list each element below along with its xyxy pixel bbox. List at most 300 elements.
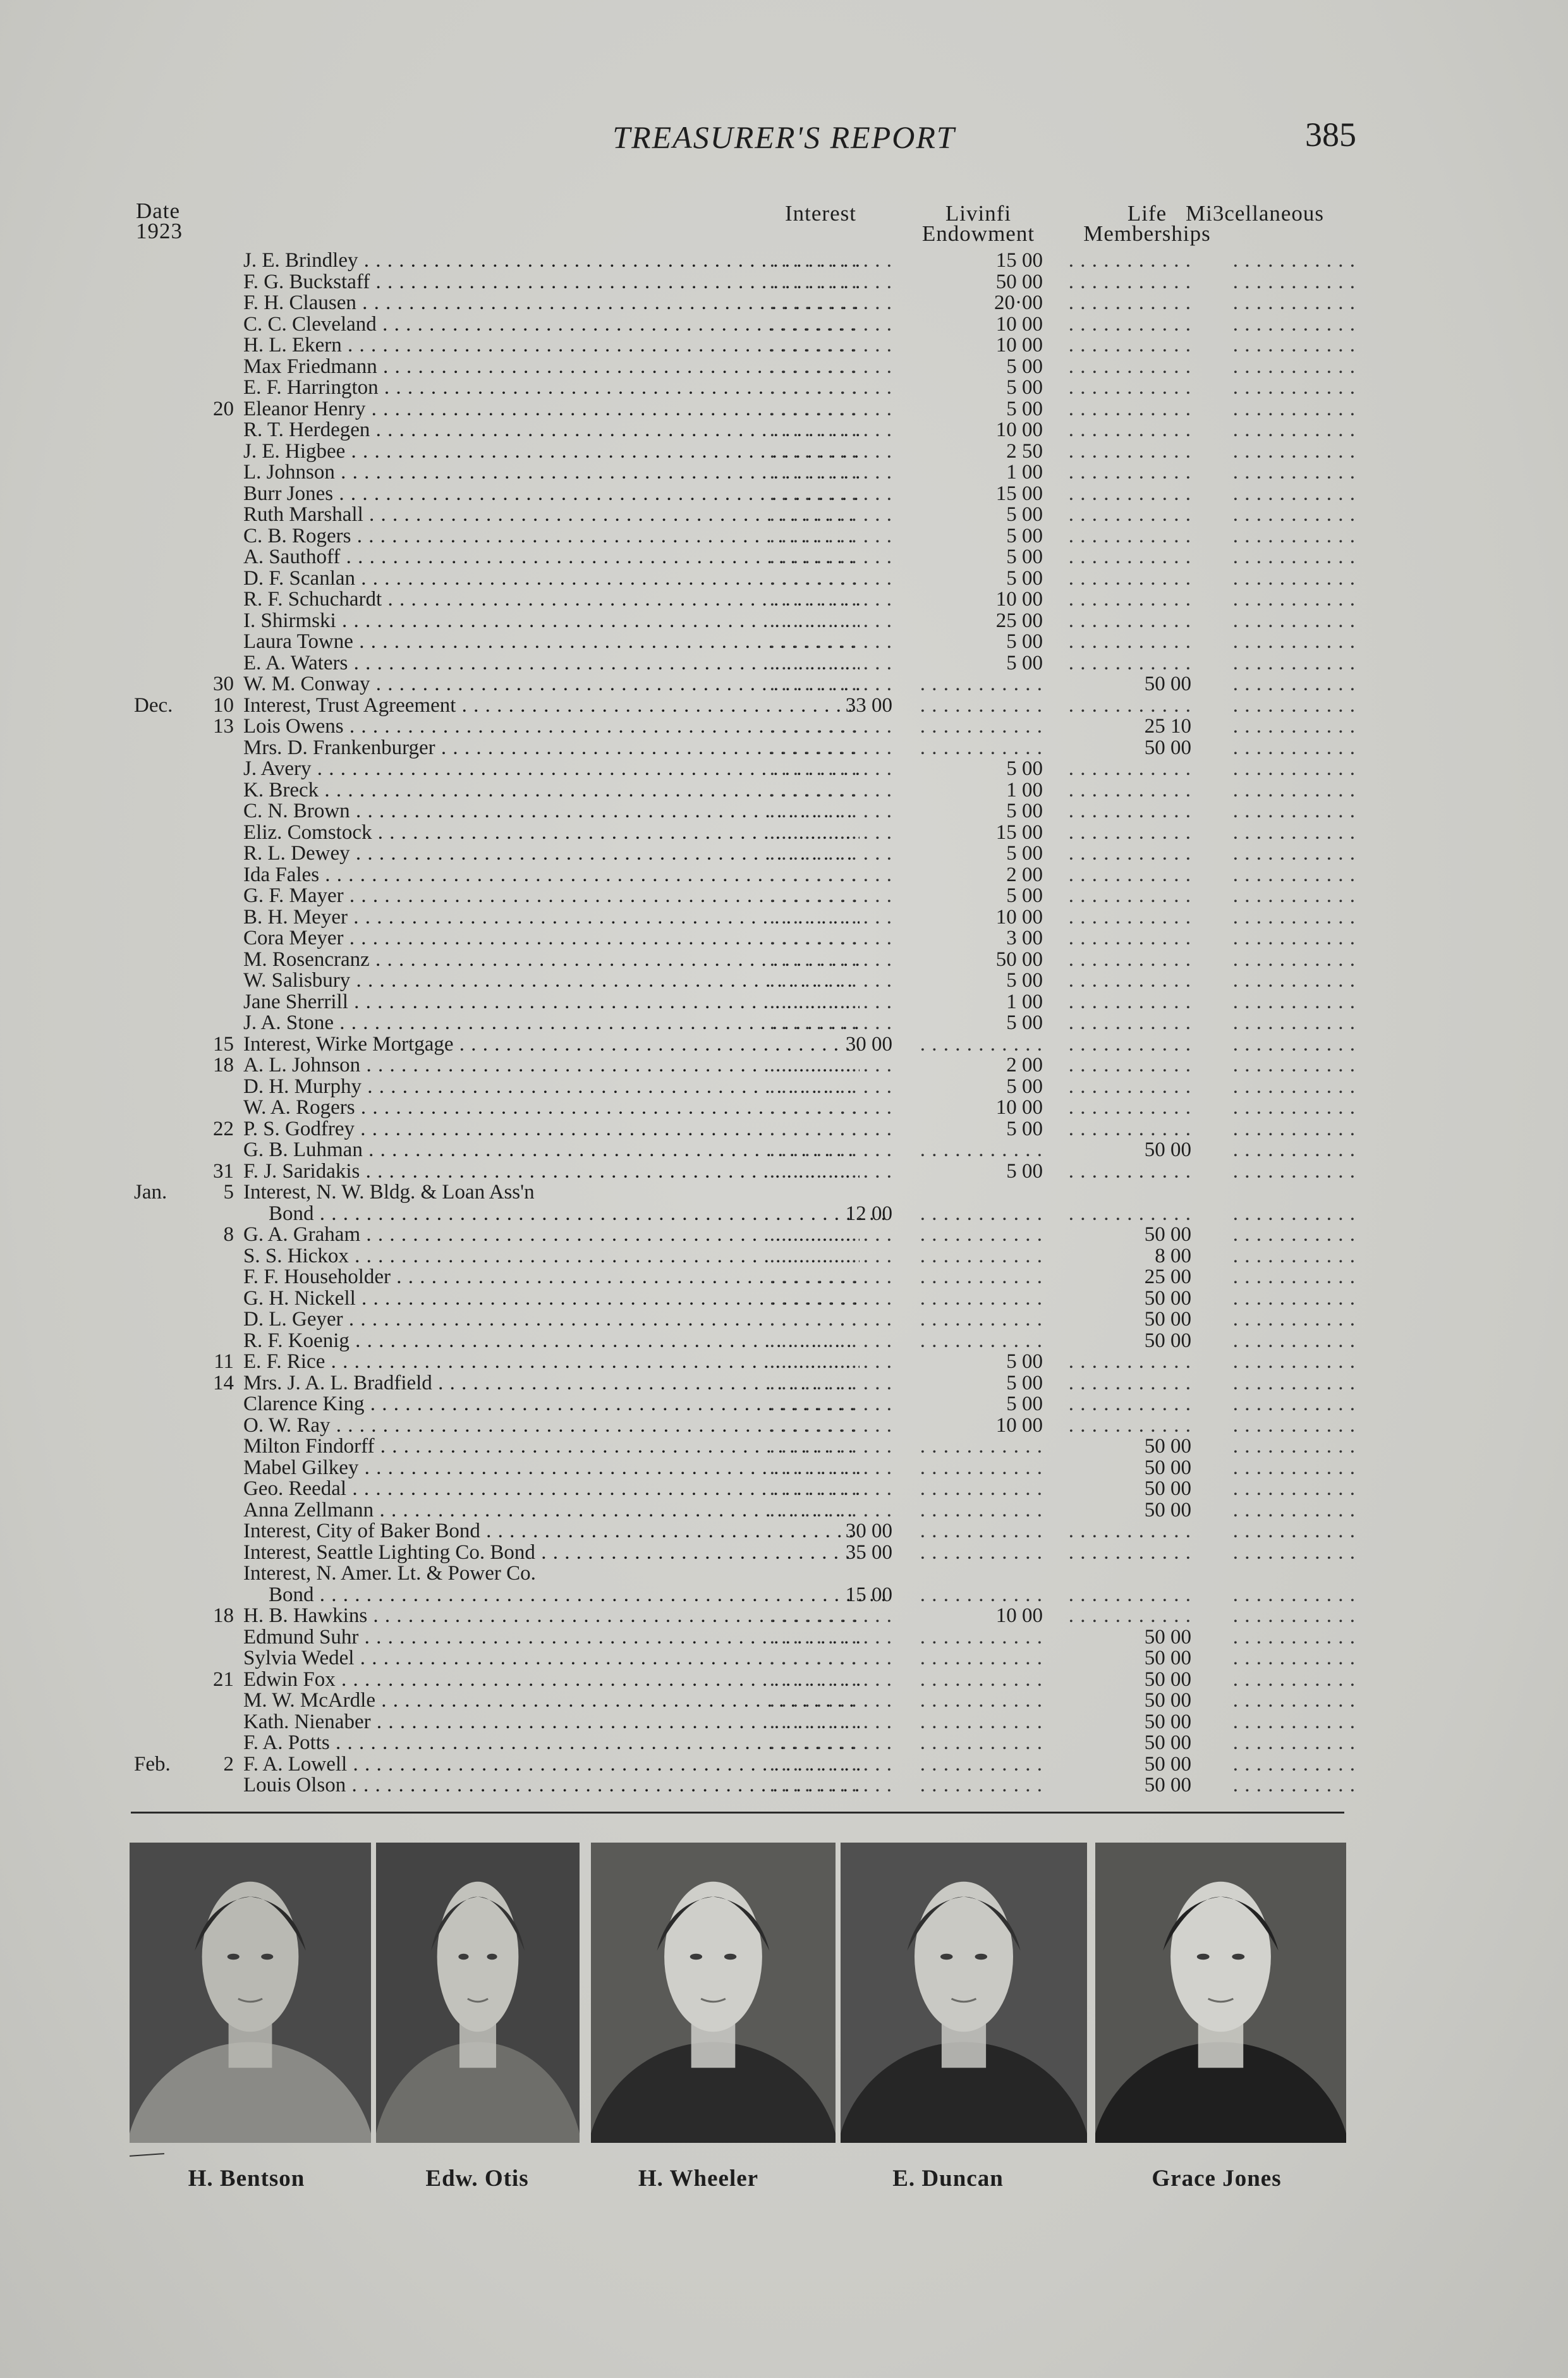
amount: 2 50 xyxy=(1006,441,1043,462)
entry-day: 5 xyxy=(223,1181,234,1204)
living-endowment-cell xyxy=(916,1415,1043,1437)
life-membership-cell xyxy=(1065,272,1191,293)
interest-cell xyxy=(766,568,892,590)
amount: 1 00 xyxy=(1006,779,1043,801)
amount: 5 00 xyxy=(1006,1161,1043,1182)
living-endowment-cell xyxy=(916,441,1043,463)
life-membership-cell xyxy=(1065,1775,1191,1796)
interest-cell xyxy=(766,653,892,674)
miscellaneous-column-heading: Mi3cellaneous xyxy=(1186,201,1325,226)
miscellaneous-cell xyxy=(1229,314,1356,336)
miscellaneous-cell xyxy=(1229,377,1356,399)
amount: 5 00 xyxy=(1006,759,1043,780)
miscellaneous-cell xyxy=(1229,907,1356,929)
portrait-photo xyxy=(376,1843,580,2143)
miscellaneous-cell xyxy=(1229,1606,1356,1627)
living-endowment-column-heading: Livinfi Endowment xyxy=(921,201,1035,246)
interest-cell xyxy=(766,1351,892,1373)
ledger-row xyxy=(126,1712,1359,1733)
miscellaneous-cell xyxy=(1229,462,1356,484)
entry-name-text: Burr Jones xyxy=(243,483,334,504)
miscellaneous-cell xyxy=(1229,526,1356,547)
interest-cell xyxy=(766,1415,892,1437)
entry-day: 13 xyxy=(213,715,234,738)
interest-cell xyxy=(766,1309,892,1331)
life-membership-cell xyxy=(1065,1458,1191,1479)
interest-cell xyxy=(766,547,892,568)
ledger-row xyxy=(126,970,1359,992)
amount: 50 00 xyxy=(1144,1733,1191,1754)
amount: 10 00 xyxy=(995,1415,1043,1436)
life-membership-cell xyxy=(1065,1479,1191,1500)
ledger-row xyxy=(126,822,1359,844)
ledger-row xyxy=(126,1775,1359,1796)
ledger-row xyxy=(126,1373,1359,1394)
interest-cell xyxy=(766,484,892,505)
ledger-row xyxy=(126,314,1359,336)
life-membership-cell xyxy=(1065,1542,1191,1564)
life-membership-cell xyxy=(1065,335,1191,357)
entry-name-text: J. A. Stone xyxy=(243,1013,334,1034)
interest-cell xyxy=(766,377,892,399)
interest-cell xyxy=(766,611,892,632)
amount: 50 00 xyxy=(1144,1288,1191,1309)
miscellaneous-cell xyxy=(1229,886,1356,907)
portrait-caption: H. Wheeler xyxy=(638,2166,759,2192)
amount: 50 00 xyxy=(1144,1753,1191,1775)
horizontal-rule xyxy=(131,1812,1344,1814)
interest-cell xyxy=(766,1076,892,1098)
amount: 5 00 xyxy=(1006,970,1043,992)
miscellaneous-cell xyxy=(1229,484,1356,505)
entry-name-text: Milton Findorff xyxy=(243,1436,375,1458)
amount: 5 00 xyxy=(1006,356,1043,377)
amount: 50 00 xyxy=(1144,1479,1191,1500)
interest-cell xyxy=(766,992,892,1013)
interest-cell xyxy=(766,1754,892,1776)
interest-cell xyxy=(766,1034,892,1056)
life-membership-cell xyxy=(1065,865,1191,886)
entry-name-text: F. G. Buckstaff xyxy=(243,271,370,293)
page-title: TREASURER'S REPORT xyxy=(612,119,956,155)
miscellaneous-cell xyxy=(1229,738,1356,759)
living-endowment-cell xyxy=(916,504,1043,526)
ledger-row xyxy=(126,1542,1359,1564)
interest-cell xyxy=(766,843,892,865)
miscellaneous-cell xyxy=(1229,611,1356,632)
miscellaneous-cell xyxy=(1229,272,1356,293)
miscellaneous-cell xyxy=(1229,335,1356,357)
amount: 5 00 xyxy=(1006,1372,1043,1394)
life-membership-cell xyxy=(1065,801,1191,822)
interest-cell xyxy=(766,1331,892,1352)
ledger-row xyxy=(126,801,1359,822)
amount: 50 00 xyxy=(1144,1436,1191,1458)
portrait-caption: Grace Jones xyxy=(1152,2166,1282,2192)
interest-cell xyxy=(766,589,892,611)
ledger-row xyxy=(126,1034,1359,1056)
entry-name-text: Jane Sherrill xyxy=(243,991,348,1013)
living-endowment-cell xyxy=(916,674,1043,695)
life-membership-cell xyxy=(1065,1034,1191,1056)
entry-name-text: R. T. Herdegen xyxy=(243,420,370,441)
living-endowment-cell xyxy=(916,357,1043,378)
entry-name-text: Edmund Suhr xyxy=(243,1626,359,1648)
interest-cell xyxy=(766,1267,892,1288)
amount: 10 00 xyxy=(995,420,1043,441)
living-endowment-cell xyxy=(916,399,1043,420)
entry-name-text: P. S. Godfrey xyxy=(243,1118,355,1140)
entry-name-text: Lois Owens xyxy=(243,716,344,738)
interest-cell xyxy=(766,335,892,357)
entry-name-text: S. S. Hickox xyxy=(243,1245,349,1267)
interest-cell xyxy=(766,865,892,886)
life-membership-cell xyxy=(1065,759,1191,780)
interest-cell xyxy=(766,695,892,717)
entry-day: 31 xyxy=(213,1159,234,1183)
living-endowment-cell xyxy=(916,420,1043,441)
miscellaneous-cell xyxy=(1229,949,1356,971)
life-membership-cell xyxy=(1065,1373,1191,1394)
entry-name-text: D. F. Scanlan xyxy=(243,568,356,589)
ledger-row xyxy=(126,1627,1359,1649)
miscellaneous-cell xyxy=(1229,1669,1356,1691)
miscellaneous-cell xyxy=(1229,716,1356,738)
life-membership-cell xyxy=(1065,441,1191,463)
amount: 50 00 xyxy=(1144,1690,1191,1712)
life-membership-cell xyxy=(1065,250,1191,272)
ledger-row xyxy=(126,293,1359,314)
amount: 50 00 xyxy=(1144,1330,1191,1351)
page-number: 385 xyxy=(1305,116,1356,154)
ledger-row xyxy=(126,695,1359,717)
entry-month: Feb. xyxy=(134,1752,171,1776)
miscellaneous-cell xyxy=(1229,822,1356,844)
entry-name-text: G. B. Luhman xyxy=(243,1140,363,1161)
amount: 15 00 xyxy=(995,822,1043,843)
entry-name-text: C. C. Cleveland xyxy=(243,314,377,335)
living-endowment-cell xyxy=(916,759,1043,780)
entry-name-text: H. B. Hawkins xyxy=(243,1606,368,1627)
ledger-row xyxy=(126,547,1359,568)
living-endowment-cell xyxy=(916,1055,1043,1076)
miscellaneous-cell xyxy=(1229,1288,1356,1310)
interest-cell xyxy=(766,1669,892,1691)
amount: 50 00 xyxy=(1144,737,1191,759)
miscellaneous-cell xyxy=(1229,547,1356,568)
amount: 50 00 xyxy=(1144,1140,1191,1161)
amount: 3 00 xyxy=(1006,928,1043,949)
ledger-row xyxy=(126,1161,1359,1183)
miscellaneous-cell xyxy=(1229,1140,1356,1161)
interest-cell xyxy=(766,759,892,780)
entry-name-text: J. E. Brindley xyxy=(243,250,358,272)
entry-name-text: Eleanor Henry xyxy=(243,398,366,420)
entry-day: 21 xyxy=(213,1668,234,1691)
living-endowment-cell xyxy=(916,250,1043,272)
life-membership-cell xyxy=(1065,293,1191,314)
entry-name-text: R. F. Schuchardt xyxy=(243,589,382,611)
entry-name-text: G. F. Mayer xyxy=(243,886,344,907)
life-membership-cell xyxy=(1065,1013,1191,1034)
life-membership-cell xyxy=(1065,1331,1191,1352)
interest-cell xyxy=(766,1648,892,1669)
entry-day: 30 xyxy=(213,673,234,695)
living-endowment-cell xyxy=(916,949,1043,971)
miscellaneous-cell xyxy=(1229,1563,1356,1585)
amount: 15 00 xyxy=(995,250,1043,272)
amount: 2 00 xyxy=(1006,864,1043,886)
miscellaneous-cell xyxy=(1229,695,1356,717)
ledger-row xyxy=(126,1648,1359,1669)
portrait-photo xyxy=(1095,1843,1346,2143)
life-membership-cell xyxy=(1065,1585,1191,1606)
living-endowment-cell xyxy=(916,1267,1043,1288)
amount: 5 00 xyxy=(1006,1076,1043,1097)
life-membership-cell xyxy=(1065,992,1191,1013)
life-membership-cell xyxy=(1065,1754,1191,1776)
running-head xyxy=(0,116,1568,163)
ledger-row xyxy=(126,907,1359,929)
living-endowment-cell xyxy=(916,547,1043,568)
ledger-row xyxy=(126,1585,1359,1606)
entry-name-text: Clarence King xyxy=(243,1394,365,1415)
miscellaneous-cell xyxy=(1229,759,1356,780)
amount: 2 00 xyxy=(1006,1055,1043,1076)
interest-cell xyxy=(766,526,892,547)
entry-name-text: Ida Fales xyxy=(243,864,320,886)
miscellaneous-cell xyxy=(1229,1627,1356,1649)
miscellaneous-cell xyxy=(1229,293,1356,314)
life-membership-cell xyxy=(1065,1415,1191,1437)
living-endowment-cell xyxy=(916,1288,1043,1310)
amount: 50 00 xyxy=(1144,1711,1191,1733)
interest-cell xyxy=(766,504,892,526)
amount: 25 10 xyxy=(1144,716,1191,738)
interest-cell xyxy=(766,907,892,929)
portrait-caption: Edw. Otis xyxy=(425,2166,529,2192)
living-endowment-cell xyxy=(916,1246,1043,1267)
pen-mark xyxy=(130,2153,164,2157)
entry-name-text: G. A. Graham xyxy=(243,1224,361,1246)
entry-name xyxy=(243,1563,850,1585)
living-endowment-cell xyxy=(916,1076,1043,1098)
living-endowment-cell xyxy=(916,568,1043,590)
ledger-row xyxy=(126,928,1359,949)
ledger-row xyxy=(126,1563,1359,1585)
entry-day: 11 xyxy=(214,1350,234,1373)
living-endowment-cell xyxy=(916,1712,1043,1733)
living-endowment-cell xyxy=(916,1034,1043,1056)
living-endowment-cell xyxy=(916,1648,1043,1669)
miscellaneous-cell xyxy=(1229,1479,1356,1500)
entry-name-text: J. E. Higbee xyxy=(243,441,346,462)
amount: 35 00 xyxy=(845,1542,892,1563)
entry-name-text: Bond xyxy=(269,1584,314,1606)
living-endowment-cell xyxy=(916,1309,1043,1331)
ledger-row xyxy=(126,1606,1359,1627)
ledger-row xyxy=(126,1246,1359,1267)
amount: 25 00 xyxy=(1144,1267,1191,1288)
ledger-row xyxy=(126,377,1359,399)
living-endowment-cell xyxy=(916,1351,1043,1373)
life-membership-cell xyxy=(1065,1288,1191,1310)
amount: 15 00 xyxy=(845,1584,892,1606)
living-endowment-cell xyxy=(916,843,1043,865)
amount: 50 00 xyxy=(1144,1499,1191,1521)
entry-name-text: Louis Olson xyxy=(243,1775,346,1796)
entry-name-text: Mabel Gilkey xyxy=(243,1457,359,1479)
amount: 1 00 xyxy=(1006,462,1043,484)
ledger-row xyxy=(126,611,1359,632)
entry-day: 8 xyxy=(223,1223,234,1246)
interest-cell xyxy=(766,1182,892,1204)
interest-cell xyxy=(766,1479,892,1500)
amount: 50 00 xyxy=(1144,1669,1191,1690)
amount: 5 00 xyxy=(1006,525,1043,547)
life-membership-cell xyxy=(1065,1224,1191,1246)
entry-name-text: Interest, N. W. Bldg. & Loan Ass'n xyxy=(243,1182,535,1204)
life-membership-cell xyxy=(1065,399,1191,420)
entry-name-text: O. W. Ray xyxy=(243,1415,331,1436)
amount: 5 00 xyxy=(1006,377,1043,399)
interest-cell xyxy=(766,1712,892,1733)
miscellaneous-cell xyxy=(1229,1204,1356,1225)
portrait-photo xyxy=(591,1843,836,2143)
miscellaneous-cell xyxy=(1229,970,1356,992)
life-membership-cell xyxy=(1065,568,1191,590)
ledger-row xyxy=(126,1500,1359,1521)
interest-cell xyxy=(766,1627,892,1649)
amount: 10 00 xyxy=(995,589,1043,611)
interest-cell xyxy=(766,314,892,336)
interest-cell xyxy=(766,1500,892,1521)
ledger-row xyxy=(126,568,1359,590)
interest-cell xyxy=(766,1775,892,1796)
entry-name-text: F. A. Potts xyxy=(243,1733,330,1754)
miscellaneous-cell xyxy=(1229,1394,1356,1415)
entry-day: 22 xyxy=(213,1117,234,1140)
life-membership-cell xyxy=(1065,1161,1191,1183)
miscellaneous-cell xyxy=(1229,1055,1356,1076)
life-membership-cell xyxy=(1065,1076,1191,1098)
living-endowment-cell xyxy=(916,462,1043,484)
entry-name-text: I. Shirmski xyxy=(243,610,336,631)
amount: 50 00 xyxy=(1144,674,1191,695)
entry-month: Jan. xyxy=(134,1181,167,1204)
entry-name-text: Laura Towne xyxy=(243,631,353,653)
life-membership-cell xyxy=(1065,504,1191,526)
life-membership-cell xyxy=(1065,1606,1191,1627)
life-membership-cell xyxy=(1065,1712,1191,1733)
ledger-row xyxy=(126,1224,1359,1246)
entry-name-text: Interest, Wirke Mortgage xyxy=(243,1034,454,1055)
miscellaneous-cell xyxy=(1229,1690,1356,1712)
living-endowment-cell xyxy=(916,1479,1043,1500)
amount: 8 00 xyxy=(1155,1245,1191,1267)
amount: 5 00 xyxy=(1006,547,1043,568)
life-membership-cell xyxy=(1065,1246,1191,1267)
life-membership-cell xyxy=(1065,1733,1191,1754)
entry-name-text: F. H. Clausen xyxy=(243,293,356,314)
amount: 5 00 xyxy=(1006,568,1043,589)
ledger-row xyxy=(126,1669,1359,1691)
life-membership-cell xyxy=(1065,1204,1191,1225)
life-membership-cell xyxy=(1065,1267,1191,1288)
living-endowment-cell xyxy=(916,1754,1043,1776)
life-membership-cell xyxy=(1065,928,1191,949)
life-membership-cell xyxy=(1065,526,1191,547)
interest-cell xyxy=(766,1161,892,1183)
living-endowment-cell xyxy=(916,1013,1043,1034)
life-membership-cell xyxy=(1065,949,1191,971)
interest-cell xyxy=(766,1204,892,1225)
living-endowment-cell xyxy=(916,1161,1043,1183)
miscellaneous-cell xyxy=(1229,1436,1356,1458)
life-membership-cell xyxy=(1065,611,1191,632)
living-endowment-cell xyxy=(916,377,1043,399)
portrait-caption: E. Duncan xyxy=(892,2166,1004,2192)
ledger-row xyxy=(126,335,1359,357)
life-membership-cell xyxy=(1065,738,1191,759)
miscellaneous-cell xyxy=(1229,441,1356,463)
ledger-row xyxy=(126,1204,1359,1225)
entry-name-text: Ruth Marshall xyxy=(243,504,363,526)
miscellaneous-cell xyxy=(1229,1373,1356,1394)
entry-name-text: Interest, N. Amer. Lt. & Power Co. xyxy=(243,1563,536,1585)
ledger-row xyxy=(126,441,1359,463)
life-membership-cell xyxy=(1065,631,1191,653)
entry-name-text: Geo. Reedal xyxy=(243,1479,347,1500)
entry-name-text: Mrs. D. Frankenburger xyxy=(243,737,435,759)
interest-cell xyxy=(766,928,892,949)
entry-name-text: Mrs. J. A. L. Bradfield xyxy=(243,1372,432,1394)
living-endowment-cell xyxy=(916,1521,1043,1542)
life-membership-cell xyxy=(1065,1500,1191,1521)
life-membership-cell xyxy=(1065,907,1191,929)
entry-day: 2 xyxy=(223,1752,234,1776)
miscellaneous-cell xyxy=(1229,1076,1356,1098)
amount: 10 00 xyxy=(995,1606,1043,1627)
interest-cell xyxy=(766,357,892,378)
amount: 5 00 xyxy=(1006,631,1043,653)
ledger-row xyxy=(126,780,1359,802)
interest-cell xyxy=(766,716,892,738)
entry-month: Dec. xyxy=(134,693,173,717)
ledger-row xyxy=(126,399,1359,420)
living-endowment-cell xyxy=(916,526,1043,547)
miscellaneous-cell xyxy=(1229,568,1356,590)
miscellaneous-cell xyxy=(1229,399,1356,420)
amount: 50 00 xyxy=(995,949,1043,970)
entry-name-text: E. F. Rice xyxy=(243,1351,325,1373)
entry-day: 14 xyxy=(213,1371,234,1394)
living-endowment-cell xyxy=(916,738,1043,759)
living-endowment-cell xyxy=(916,1204,1043,1225)
interest-cell xyxy=(766,674,892,695)
ledger-row xyxy=(126,272,1359,293)
ledger-row xyxy=(126,484,1359,505)
miscellaneous-cell xyxy=(1229,1351,1356,1373)
life-membership-cell xyxy=(1065,1521,1191,1542)
interest-cell xyxy=(766,272,892,293)
interest-cell xyxy=(766,1373,892,1394)
living-endowment-cell xyxy=(916,801,1043,822)
amount: 10 00 xyxy=(995,906,1043,928)
interest-cell xyxy=(766,1585,892,1606)
ledger-row xyxy=(126,1331,1359,1352)
ledger-row xyxy=(126,1415,1359,1437)
